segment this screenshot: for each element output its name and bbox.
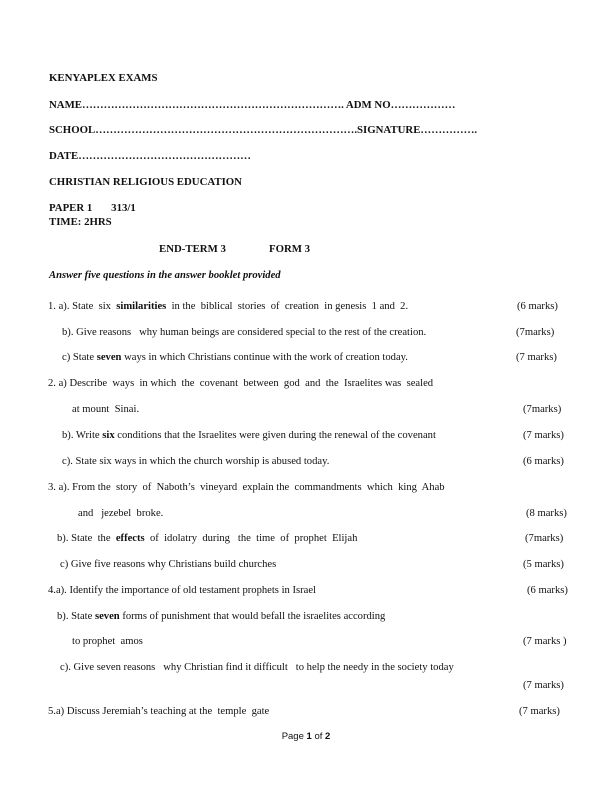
question-marks: (7 marks ) <box>523 636 567 647</box>
question-marks: (8 marks) <box>526 508 567 519</box>
question-text: c) State <box>62 352 97 363</box>
exam-term: END-TERM 3 <box>159 243 226 255</box>
name-field: NAME………………………………………………………………. ADM NO……………… <box>49 99 456 111</box>
exam-org: KENYAPLEX EXAMS <box>49 72 158 84</box>
question-text: to prophet amos <box>72 636 143 647</box>
question-text: b). Give reasons why human beings are considered special to the rest of the creation. <box>62 327 427 338</box>
page-sep: of <box>311 731 326 742</box>
emphasized-word: seven <box>94 611 120 622</box>
question-line <box>72 403 139 416</box>
question-text: b). State <box>57 611 95 622</box>
question-text: conditions that the Israelites were given during the renewal of the covenant <box>114 430 436 441</box>
question-line <box>48 300 408 313</box>
page-number <box>0 731 612 742</box>
question-line <box>57 610 385 623</box>
question-line <box>62 351 408 364</box>
question-marks: (7 marks) <box>523 430 564 441</box>
question-line <box>62 429 436 442</box>
date-field: DATE………………………………………… <box>49 150 251 162</box>
emphasized-word: six <box>102 430 115 441</box>
page-current: 1 <box>306 731 312 742</box>
exam-time: TIME: 2HRS <box>49 216 112 228</box>
question-text: in the biblical stories of creation in genesis 1 and 2. <box>166 301 409 312</box>
question-line <box>48 705 269 718</box>
question-text: b). State the <box>57 533 116 544</box>
subject-title: CHRISTIAN RELIGIOUS EDUCATION <box>49 176 242 188</box>
question-line <box>60 558 276 571</box>
question-marks: (6 marks) <box>527 585 568 596</box>
question-text: 4.a). Identify the importance of old testament prophets in Israel <box>48 585 316 596</box>
question-line <box>48 481 445 494</box>
question-line <box>62 326 426 339</box>
question-text: c) Give five reasons why Christians build churches <box>60 559 277 570</box>
question-marks: (5 marks) <box>523 559 564 570</box>
question-text: forms of punishment that would befall the israelites according <box>119 611 386 622</box>
page-prefix: Page <box>281 731 307 742</box>
question-marks: (7 marks) <box>519 706 560 717</box>
question-line <box>62 455 329 468</box>
question-text: 3. a). From the story of Naboth’s vineyard explain the commandments which king Ahab <box>48 482 445 493</box>
page-total: 2 <box>325 731 331 742</box>
question-text: c). State six ways in which the church worship is abused today. <box>62 456 330 467</box>
question-text: b). Write <box>62 430 103 441</box>
exam-form: FORM 3 <box>269 243 311 255</box>
question-text: of idolatry during the time of prophet Elijah <box>144 533 358 544</box>
instructions: Answer five questions in the answer booklet provided <box>49 270 281 281</box>
question-line <box>57 532 357 545</box>
school-field: SCHOOL……………………………………………………………….SIGNATURE……………. <box>49 124 478 136</box>
question-text: 2. a) Describe ways in which the covenant between god and the Israelites was sealed <box>48 378 434 389</box>
question-line <box>48 377 433 390</box>
question-marks: (7 marks) <box>523 680 564 691</box>
emphasized-word: effects <box>115 533 145 544</box>
question-line <box>48 584 316 597</box>
question-marks: (7marks) <box>516 327 555 338</box>
question-text: c). Give seven reasons why Christian find it difficult to help the needy in the society today <box>60 662 454 673</box>
question-text: 1. a). State six <box>48 301 117 312</box>
emphasized-word: seven <box>96 352 122 363</box>
paper-code: PAPER 1 313/1 <box>49 202 136 214</box>
question-marks: (7marks) <box>525 533 564 544</box>
question-marks: (7 marks) <box>516 352 557 363</box>
question-text: and jezebel broke. <box>78 508 164 519</box>
question-text: 5.a) Discuss Jeremiah’s teaching at the temple gate <box>48 706 270 717</box>
question-marks: (6 marks) <box>523 456 564 467</box>
question-line <box>60 661 454 674</box>
question-marks: (6 marks) <box>517 301 558 312</box>
question-line <box>78 507 163 520</box>
question-line <box>72 635 143 648</box>
emphasized-word: similarities <box>116 301 167 312</box>
question-marks: (7marks) <box>523 404 562 415</box>
question-text: ways in which Christians continue with the work of creation today. <box>121 352 408 363</box>
question-text: at mount Sinai. <box>72 404 140 415</box>
